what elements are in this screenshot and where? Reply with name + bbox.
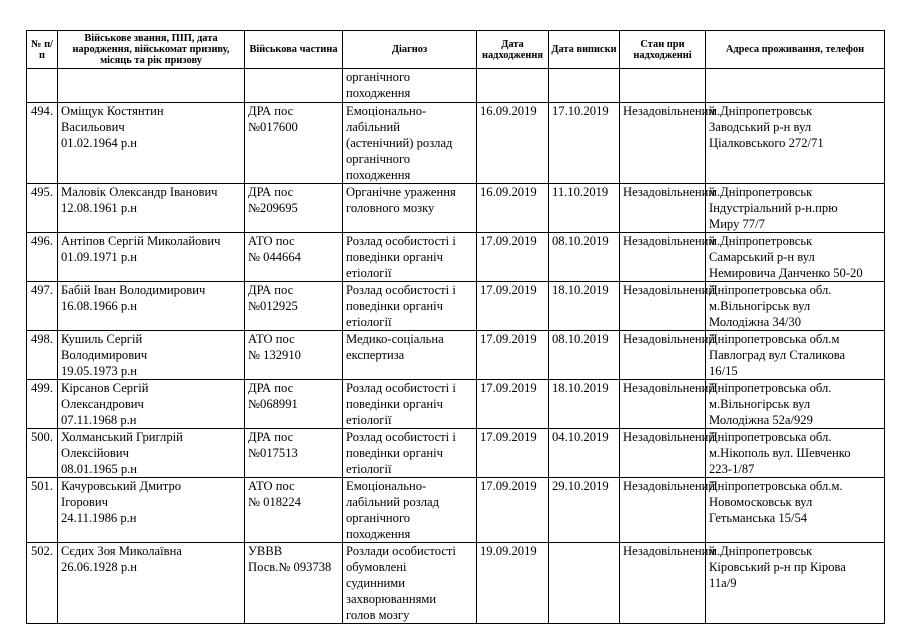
cell-num: 501. xyxy=(27,478,58,543)
cell-date-in: 17.09.2019 xyxy=(477,478,549,543)
cell-num: 495. xyxy=(27,184,58,233)
cell-person: Качуровський Дмитро Ігорович 24.11.1986 р.н xyxy=(58,478,245,543)
cell-num: 502. xyxy=(27,543,58,624)
table-row xyxy=(27,543,885,624)
table-row xyxy=(27,331,885,380)
cell-unit: АТО пос № 044664 xyxy=(245,233,343,282)
cell-diagnosis: Розлад особистості і поведінки органіч етіології xyxy=(343,233,477,282)
cell-address: м.Дніпропетровськ Кіровський р-н пр Кірова 11а/9 xyxy=(706,543,885,624)
cell-date-in: 17.09.2019 xyxy=(477,380,549,429)
cell-address xyxy=(706,69,885,103)
cell-address: м.Дніпропетровськ Заводський р-н вул Ціалковського 272/71 xyxy=(706,103,885,184)
cell-diagnosis: Розлад особистості і поведінки органіч етіології xyxy=(343,429,477,478)
header-person: Військове звання, ПІП, дата народження, військомат призиву, місяць та рік призову xyxy=(58,31,245,69)
cell-num: 494. xyxy=(27,103,58,184)
cell-person: Кушиль Сергій Володимирович 19.05.1973 р.н xyxy=(58,331,245,380)
cell-num xyxy=(27,69,58,103)
cell-person: Антіпов Сергій Миколайович 01.09.1971 р.н xyxy=(58,233,245,282)
cell-status: Незадовільнений xyxy=(620,429,706,478)
cell-diagnosis: органічного походження xyxy=(343,69,477,103)
cell-person: Сєдих Зоя Миколаївна 26.06.1928 р.н xyxy=(58,543,245,624)
cell-diagnosis: Емоціонально- лабільний (астенічний) розлад органічного походження xyxy=(343,103,477,184)
cell-unit xyxy=(245,69,343,103)
cell-date-out: 11.10.2019 xyxy=(549,184,620,233)
continuation-row xyxy=(27,69,885,103)
cell-status xyxy=(620,69,706,103)
cell-date-in: 17.09.2019 xyxy=(477,331,549,380)
cell-diagnosis: Розлади особистості обумовлені судинними захворюваннями голов мозгу xyxy=(343,543,477,624)
cell-address: Дніпропетровська обл. м.Вільногірськ вул Молодіжна 34/30 xyxy=(706,282,885,331)
cell-diagnosis: Емоціонально- лабільний розлад органічного походження xyxy=(343,478,477,543)
cell-status: Незадовільнений xyxy=(620,380,706,429)
cell-num: 498. xyxy=(27,331,58,380)
cell-unit: ДРА пос №017600 xyxy=(245,103,343,184)
cell-status: Незадовільнений xyxy=(620,282,706,331)
cell-address: Дніпропетровська обл. м.Вільногірськ вул Молодіжна 52а/929 xyxy=(706,380,885,429)
cell-status: Незадовільнений xyxy=(620,233,706,282)
cell-date-out: 08.10.2019 xyxy=(549,233,620,282)
cell-num: 496. xyxy=(27,233,58,282)
cell-date-in: 17.09.2019 xyxy=(477,282,549,331)
cell-date-out xyxy=(549,69,620,103)
cell-num: 500. xyxy=(27,429,58,478)
cell-date-out: 17.10.2019 xyxy=(549,103,620,184)
header-diagnosis: Діагноз xyxy=(343,31,477,69)
cell-date-in: 16.09.2019 xyxy=(477,103,549,184)
cell-unit: ДРА пос №012925 xyxy=(245,282,343,331)
cell-status: Незадовільнений xyxy=(620,184,706,233)
cell-status: Незадовільнений xyxy=(620,103,706,184)
cell-diagnosis: Органічне ураження головного мозку xyxy=(343,184,477,233)
header-date-out: Дата виписки xyxy=(549,31,620,69)
cell-diagnosis: Розлад особистості і поведінки органіч етіології xyxy=(343,380,477,429)
table-row xyxy=(27,380,885,429)
cell-unit: ДРА пос №209695 xyxy=(245,184,343,233)
patients-table xyxy=(26,30,885,624)
cell-person xyxy=(58,69,245,103)
cell-num: 499. xyxy=(27,380,58,429)
cell-address: Дніпропетровська обл.м Павлоград вул Сталикова 16/15 xyxy=(706,331,885,380)
cell-date-out: 08.10.2019 xyxy=(549,331,620,380)
table-row xyxy=(27,478,885,543)
cell-unit: ДРА пос №017513 xyxy=(245,429,343,478)
cell-unit: АТО пос № 018224 xyxy=(245,478,343,543)
cell-address: м.Дніпропетровськ Індустріальний р-н.прю Миру 77/7 xyxy=(706,184,885,233)
header-date-in: Дата надходження xyxy=(477,31,549,69)
cell-person: Холманський Григлрій Олексійович 08.01.1965 р.н xyxy=(58,429,245,478)
cell-address: Дніпропетровська обл. м.Нікополь вул. Шевченко 223-1/87 xyxy=(706,429,885,478)
cell-date-out: 18.10.2019 xyxy=(549,380,620,429)
cell-date-in: 17.09.2019 xyxy=(477,429,549,478)
cell-unit: ДРА пос №068991 xyxy=(245,380,343,429)
header-num: № п/п xyxy=(27,31,58,69)
cell-person: Бабій Іван Володимирович 16.08.1966 р.н xyxy=(58,282,245,331)
cell-person: Оміщук Костянтин Васильович 01.02.1964 р.н xyxy=(58,103,245,184)
table-row xyxy=(27,184,885,233)
cell-date-out xyxy=(549,543,620,624)
table-row xyxy=(27,429,885,478)
cell-unit: УВВВ Посв.№ 093738 xyxy=(245,543,343,624)
table-header-row xyxy=(27,31,885,69)
cell-status: Незадовільнений xyxy=(620,331,706,380)
header-status: Стан при надходженні xyxy=(620,31,706,69)
header-unit: Військова частина xyxy=(245,31,343,69)
cell-date-in xyxy=(477,69,549,103)
cell-unit: АТО пос № 132910 xyxy=(245,331,343,380)
cell-status: Незадовільнений xyxy=(620,543,706,624)
cell-status: Незадовільнений xyxy=(620,478,706,543)
cell-address: Дніпропетровська обл.м. Новомосковськ вул Гетьманська 15/54 xyxy=(706,478,885,543)
cell-person: Маловік Олександр Іванович 12.08.1961 р.н xyxy=(58,184,245,233)
cell-date-out: 29.10.2019 xyxy=(549,478,620,543)
table-body xyxy=(27,69,885,624)
table-row xyxy=(27,103,885,184)
cell-person: Кірсанов Сергій Олександрович 07.11.1968 р.н xyxy=(58,380,245,429)
cell-diagnosis: Медико-соціальна експертиза xyxy=(343,331,477,380)
cell-date-in: 19.09.2019 xyxy=(477,543,549,624)
table-row xyxy=(27,282,885,331)
cell-diagnosis: Розлад особистості і поведінки органіч етіології xyxy=(343,282,477,331)
table-row xyxy=(27,233,885,282)
cell-date-out: 18.10.2019 xyxy=(549,282,620,331)
cell-date-in: 16.09.2019 xyxy=(477,184,549,233)
cell-address: м.Дніпропетровськ Самарський р-н вул Немировича Данченко 50-20 xyxy=(706,233,885,282)
cell-date-in: 17.09.2019 xyxy=(477,233,549,282)
header-address: Адреса проживання, телефон xyxy=(706,31,885,69)
cell-date-out: 04.10.2019 xyxy=(549,429,620,478)
cell-num: 497. xyxy=(27,282,58,331)
